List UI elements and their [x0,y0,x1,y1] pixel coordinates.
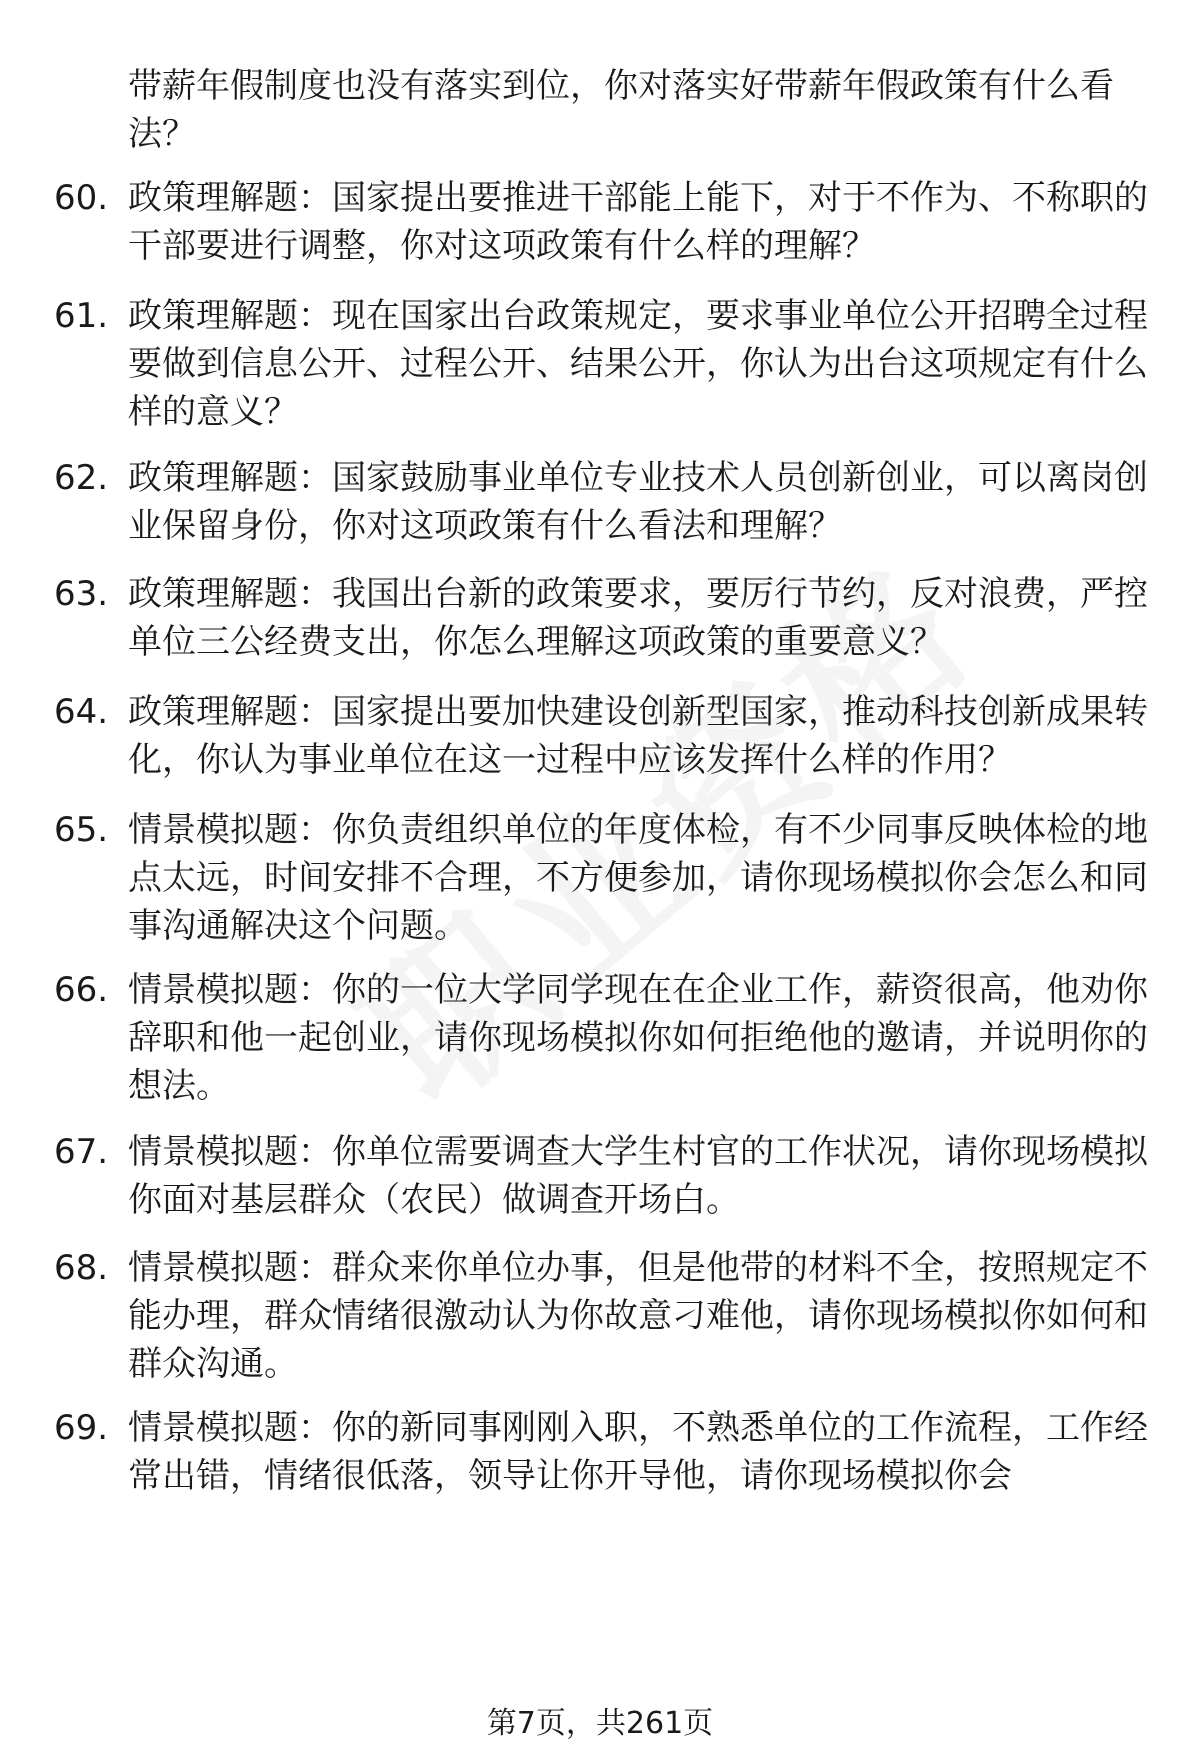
continuation-text: 带薪年假制度也没有落实到位，你对落实好带薪年假政策有什么看法？ [128,66,1114,154]
question-number: 66. [54,970,109,1010]
question-text: 政策理解题：我国出台新的政策要求，要厉行节约，反对浪费，严控单位三公经费支出，你怎么理解这项政策的重要意义？ [128,574,1148,662]
question-text: 政策理解题：国家提出要加快建设创新型国家，推动科技创新成果转化，你认为事业单位在这一过程中应该发挥什么样的作用？ [128,692,1148,780]
question-number: 62. [54,458,109,498]
question-number: 68. [54,1248,109,1288]
question-text: 情景模拟题：你负责组织单位的年度体检，有不少同事反映体检的地点太远，时间安排不合理，不方便参加，请你现场模拟你会怎么和同事沟通解决这个问题。 [128,810,1148,946]
question-number: 67. [54,1132,109,1172]
question-text: 政策理解题：国家鼓励事业单位专业技术人员创新创业，可以离岗创业保留身份，你对这项政策有什么看法和理解？ [128,458,1148,546]
question-number: 64. [54,692,109,732]
question-text: 情景模拟题：你单位需要调查大学生村官的工作状况，请你现场模拟你面对基层群众（农民）做调查开场白。 [128,1132,1148,1220]
question-number: 65. [54,810,109,850]
question-text: 情景模拟题：你的一位大学同学现在在企业工作，薪资很高，他劝你辞职和他一起创业，请你现场模拟你如何拒绝他的邀请，并说明你的想法。 [128,970,1148,1106]
question-text: 情景模拟题：群众来你单位办事，但是他带的材料不全，按照规定不能办理，群众情绪很激动认为你故意刁难他，请你现场模拟你如何和群众沟通。 [128,1248,1148,1384]
question-number: 69. [54,1408,109,1448]
question-number: 61. [54,296,109,336]
question-number: 60. [54,178,109,218]
question-number: 63. [54,574,109,614]
question-text: 政策理解题：国家提出要推进干部能上能下，对于不作为、不称职的干部要进行调整，你对这项政策有什么样的理解？ [128,178,1148,266]
page-footer: 第7页，共261页 [486,1706,714,1741]
question-text: 政策理解题：现在国家出台政策规定，要求事业单位公开招聘全过程要做到信息公开、过程公开、结果公开，你认为出台这项规定有什么样的意义？ [128,296,1148,432]
question-text: 情景模拟题：你的新同事刚刚入职，不熟悉单位的工作流程，工作经常出错，情绪很低落，领导让你开导他，请你现场模拟你会 [128,1408,1148,1496]
